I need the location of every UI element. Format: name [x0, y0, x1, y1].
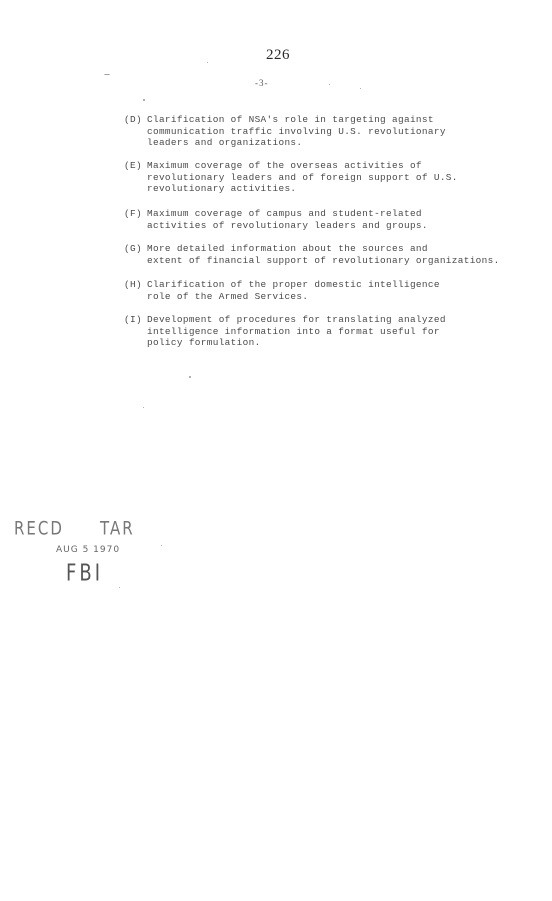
scan-speck [360, 88, 361, 89]
page-number: 226 [266, 47, 290, 63]
item-line: Maximum coverage of the overseas activities of [147, 160, 422, 171]
stamp-recd: RECD [14, 516, 64, 540]
item-letter: (E) [124, 160, 142, 171]
item-line: Development of procedures for translating analyzed [147, 314, 446, 325]
item-line: intelligence information into a format useful for [147, 325, 440, 337]
item-letter: (H) [124, 279, 142, 290]
item-letter: (D) [124, 114, 142, 125]
item-line: communication traffic involving U.S. revolutionary [147, 125, 446, 137]
item-line: activities of revolutionary leaders and groups. [147, 219, 428, 231]
item-line: More detailed information about the sources and [147, 243, 428, 254]
item-line: Maximum coverage of campus and student-related [147, 208, 422, 219]
item-line: Clarification of NSA's role in targeting against [147, 114, 434, 125]
scan-speck [143, 99, 145, 101]
item-letter: (I) [124, 314, 142, 325]
scan-speck [207, 62, 208, 63]
scan-speck [119, 587, 120, 588]
item-line: policy formulation. [147, 337, 261, 349]
stamp-recd-tail: TAR [100, 516, 135, 540]
stamp-date: AUG 5 1970 [56, 545, 121, 555]
stamp-fbi: FBI [66, 559, 104, 588]
item-letter: (F) [124, 208, 142, 219]
item-letter: (G) [124, 243, 142, 254]
item-line: leaders and organizations. [147, 137, 303, 149]
item-line: role of the Armed Services. [147, 290, 309, 302]
scan-speck [143, 407, 144, 408]
sub-page-number: -3- [255, 78, 269, 88]
item-line: Clarification of the proper domestic intelligence [147, 279, 440, 290]
item-line: revolutionary leaders and of foreign support of U.S. [147, 171, 458, 183]
scan-speck [329, 84, 330, 85]
scan-speck [161, 545, 162, 546]
item-line: revolutionary activities. [147, 183, 297, 195]
scan-speck [189, 376, 191, 378]
scan-speck [104, 74, 110, 75]
item-line: extent of financial support of revolutionary organizations. [147, 254, 500, 266]
